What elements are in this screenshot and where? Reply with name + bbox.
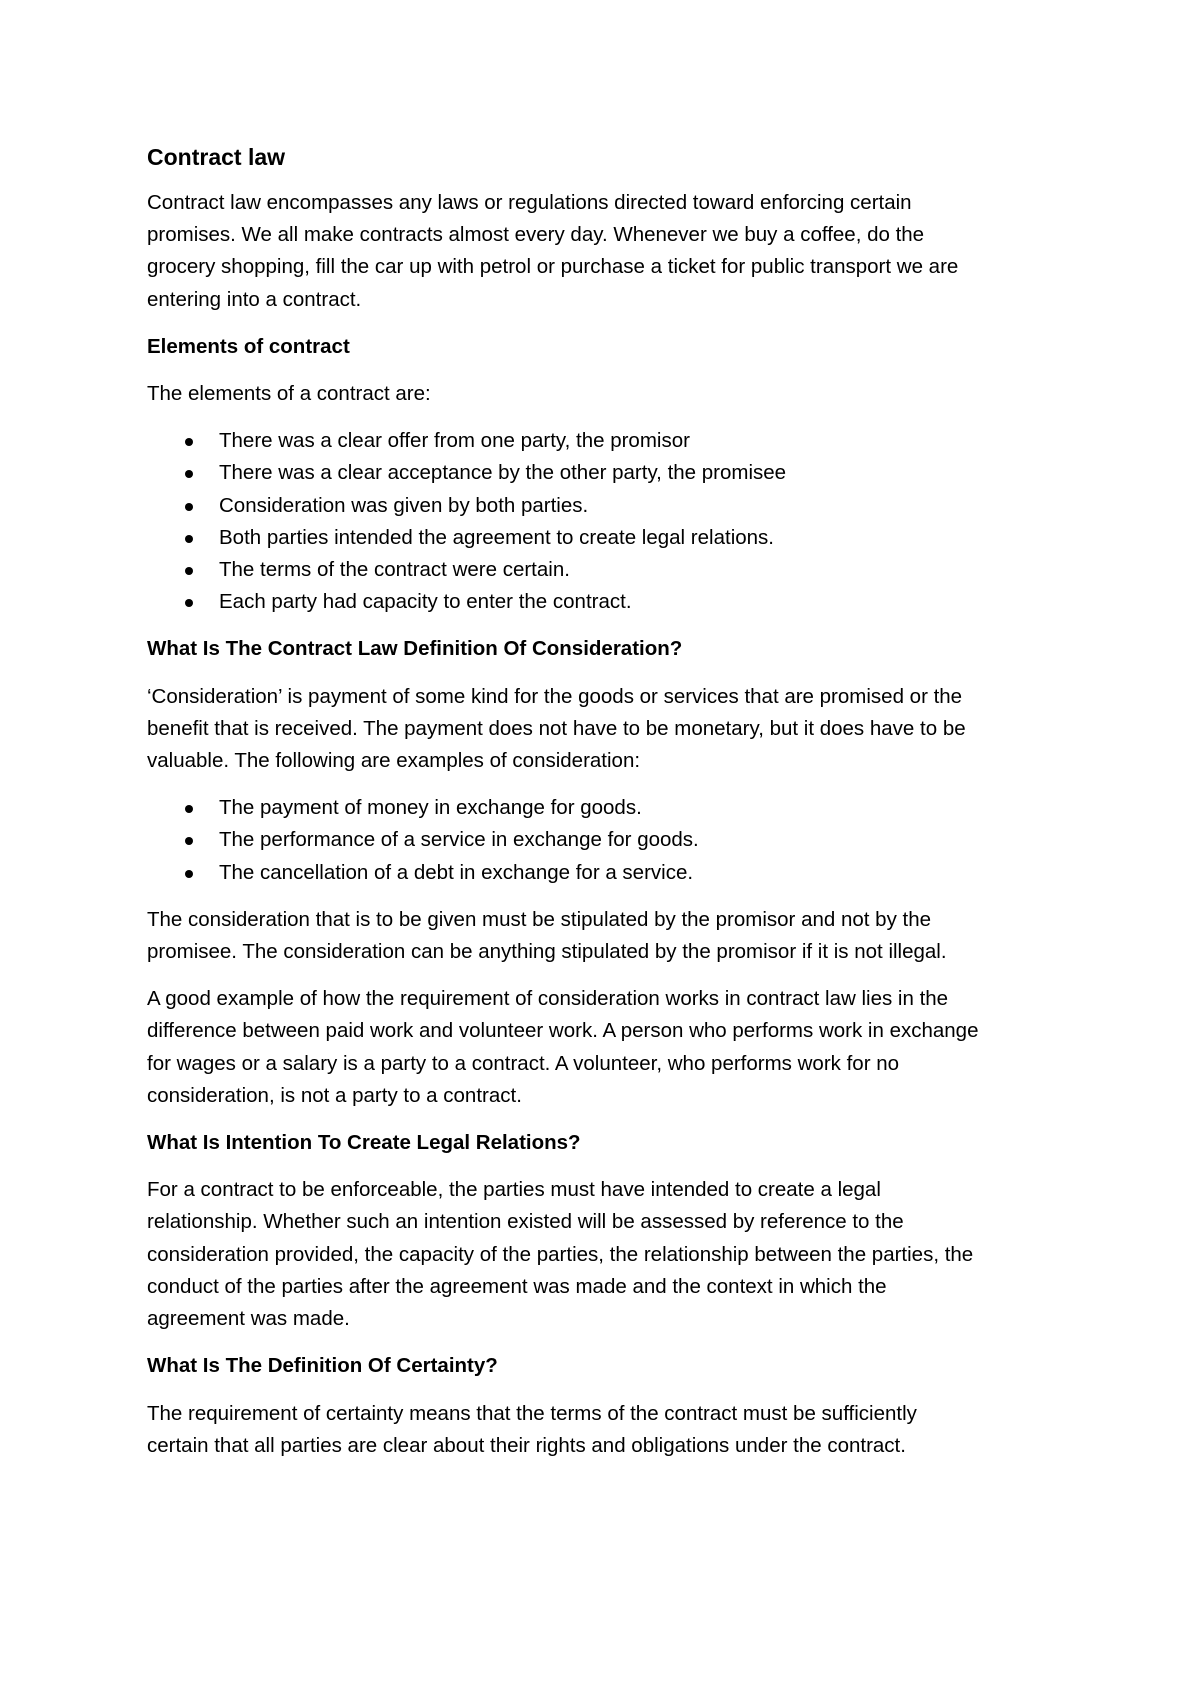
list-item-text: Consideration was given by both parties. [219, 493, 589, 517]
elements-list [147, 425, 1067, 618]
consideration-line: benefit that is received. The payment does not have to be monetary, but it does have to be [147, 716, 966, 740]
list-item-text: Each party had capacity to enter the contract. [219, 590, 632, 614]
list-item [147, 490, 1067, 522]
example-line: consideration, is not a party to a contract. [147, 1083, 522, 1107]
list-item [147, 554, 1067, 586]
list-item-text: There was a clear acceptance by the other party, the promisee [219, 461, 787, 485]
list-item [147, 792, 1067, 824]
intention-line: agreement was made. [147, 1307, 350, 1331]
example-paragraph [147, 983, 1067, 1112]
bullet-icon [185, 470, 193, 478]
intention-line: conduct of the parties after the agreement was made and the context in which the [147, 1274, 887, 1298]
intention-paragraph [147, 1174, 1067, 1335]
intention-line: For a contract to be enforceable, the parties must have intended to create a legal [147, 1178, 881, 1202]
bullet-icon [185, 870, 193, 878]
intro-line: grocery shopping, fill the car up with petrol or purchase a ticket for public transport we are [147, 255, 959, 279]
stipulated-paragraph [147, 904, 1067, 968]
list-item [147, 857, 1067, 889]
list-item [147, 824, 1067, 856]
elements-intro: The elements of a contract are: [147, 382, 431, 406]
consideration-paragraph [147, 681, 1067, 778]
list-item [147, 522, 1067, 554]
bullet-icon [185, 805, 193, 813]
list-item-text: The cancellation of a debt in exchange for a service. [219, 860, 694, 884]
stipulated-line: The consideration that is to be given must be stipulated by the promisor and not by the [147, 907, 932, 931]
bullet-icon [185, 837, 193, 845]
certainty-heading: What Is The Definition Of Certainty? [147, 1354, 498, 1378]
document-title: Contract law [147, 144, 286, 170]
certainty-line: certain that all parties are clear about their rights and obligations under the contract. [147, 1433, 906, 1457]
list-item [147, 457, 1067, 489]
consideration-line: ‘Consideration’ is payment of some kind for the goods or services that are promised or the [147, 684, 963, 708]
list-item-text: The terms of the contract were certain. [219, 558, 570, 582]
certainty-line: The requirement of certainty means that the terms of the contract must be sufficiently [147, 1401, 917, 1425]
intro-paragraph [147, 187, 1067, 316]
intention-line: consideration provided, the capacity of the parties, the relationship between the parties, the [147, 1242, 974, 1266]
stipulated-line: promisee. The consideration can be anything stipulated by the promisor if it is not illegal. [147, 940, 947, 964]
list-item-text: There was a clear offer from one party, the promisor [219, 429, 690, 453]
elements-heading: Elements of contract [147, 334, 350, 358]
consideration-list [147, 792, 1067, 889]
intro-line: promises. We all make contracts almost every day. Whenever we buy a coffee, do the [147, 223, 925, 247]
bullet-icon [185, 535, 193, 543]
example-line: for wages or a salary is a party to a contract. A volunteer, who performs work for no [147, 1051, 900, 1075]
bullet-icon [185, 503, 193, 511]
intro-line: entering into a contract. [147, 287, 362, 311]
intention-line: relationship. Whether such an intention existed will be assessed by reference to the [147, 1210, 904, 1234]
list-item-text: The payment of money in exchange for goods. [219, 796, 642, 820]
list-item [147, 586, 1067, 618]
bullet-icon [185, 567, 193, 575]
intro-line: Contract law encompasses any laws or regulations directed toward enforcing certain [147, 191, 912, 214]
bullet-icon [185, 438, 193, 446]
consideration-heading: What Is The Contract Law Definition Of Consideration? [147, 637, 683, 661]
example-line: difference between paid work and volunteer work. A person who performs work in exchange [147, 1019, 979, 1043]
intention-heading: What Is Intention To Create Legal Relations? [147, 1131, 581, 1155]
list-item-text: The performance of a service in exchange for goods. [219, 828, 699, 852]
list-item [147, 425, 1067, 457]
document-page [147, 146, 1067, 1477]
certainty-paragraph [147, 1398, 1067, 1462]
consideration-line: valuable. The following are examples of consideration: [147, 749, 641, 773]
bullet-icon [185, 599, 193, 607]
list-item-text: Both parties intended the agreement to create legal relations. [219, 525, 774, 549]
example-line: A good example of how the requirement of consideration works in contract law lies in the [147, 987, 949, 1011]
